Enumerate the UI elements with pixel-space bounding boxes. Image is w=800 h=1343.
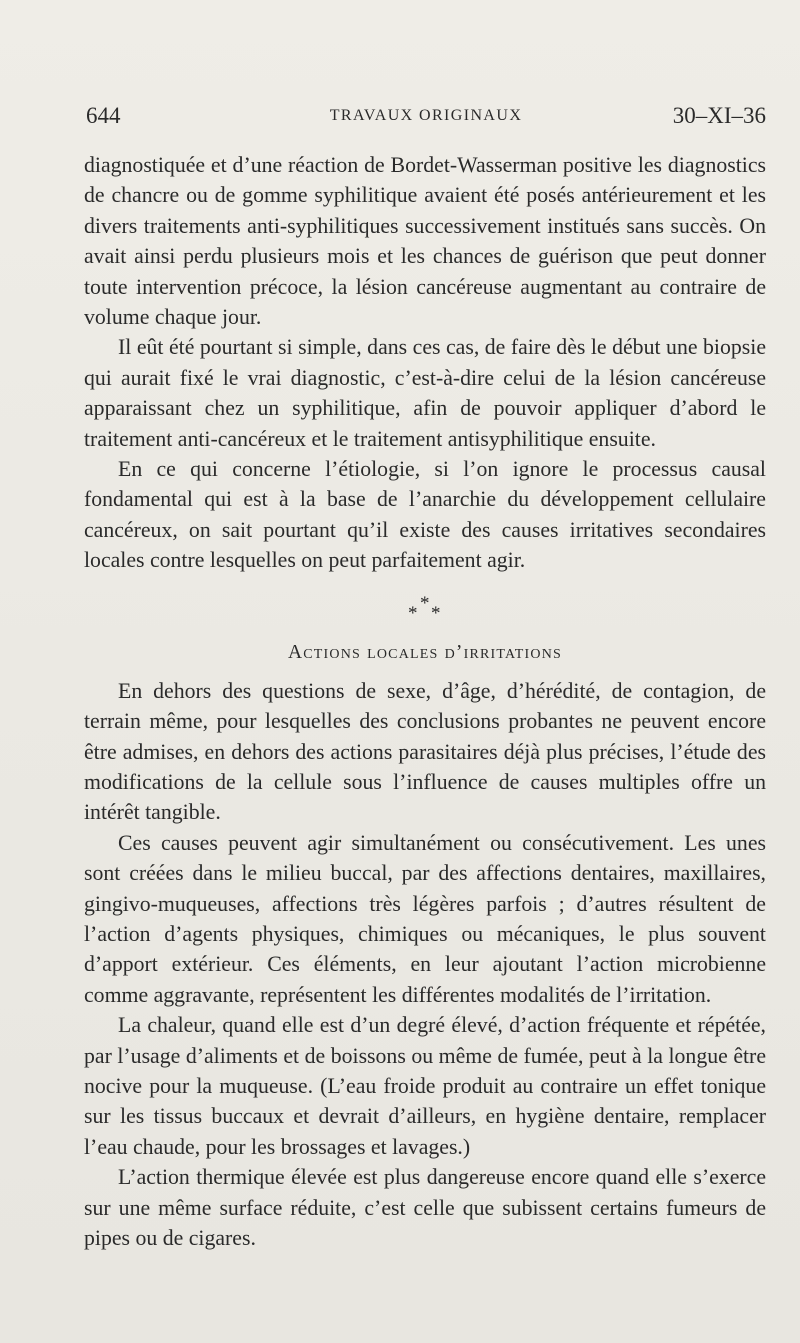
paragraph: En ce qui concerne l’étiologie, si l’on ignore le processus causal fondamental qui est à la base de l’anarchie du développement cellulaire cancéreux, on sait pourtant qu’il existe des causes irritatives secondaires locales contre lesquelles on peut parfaitement agir. [84, 457, 766, 573]
paragraph: diagnostiquée et d’une réaction de Bordet-Wasserman positive les diagnostics de chancre ou de gomme syphilitique avaient été posés antérieurement et les divers traitements anti-syphilitiques successivement institués sans succès. On avait ainsi perdu plusieurs mois et les chances de guérison que peut donner toute intervention précoce, la lésion cancéreuse augmentant au contraire de volume chaque jour. [84, 153, 766, 330]
asterism-star: * [420, 592, 430, 614]
running-title: TRAVAUX ORIGINAUX [329, 107, 523, 124]
running-header [86, 98, 766, 134]
paragraph: En dehors des questions de sexe, d’âge, d’hérédité, de contagion, de terrain même, pour lesquelles des conclusions probantes ne peuvent encore être admises, en dehors des actions parasitaires déjà plus précises, l’étude des modifications de la cellule sous l’influence de causes multiples offre un intérêt tangible. [84, 678, 766, 825]
paragraph: Il eût été pourtant si simple, dans ces cas, de faire dès le début une biopsie qui aurait fixé le vrai diagnostic, c’est-à-dire celui de la lésion cancéreuse apparaissant chez un syphilitique, afin de pouvoir appliquer d’abord le traitement anti-cancéreux et le traitement antisyphilitique ensuite. [84, 335, 766, 451]
section-heading-text: Actions locales d’irritations [287, 641, 562, 663]
asterism-separator [84, 584, 766, 638]
asterism-star: * [408, 602, 418, 624]
page-number: 644 [86, 103, 121, 128]
body-text [84, 150, 766, 1253]
issue-date: 30–XI–36 [672, 103, 766, 128]
paragraph: L’action thermique élevée est plus dangereuse encore quand elle s’exerce sur une même surface réduite, c’est celle que subissent certains fumeurs de pipes ou de cigares. [84, 1165, 766, 1250]
asterism-star: * [431, 602, 441, 624]
section-heading [84, 638, 766, 668]
paragraph: La chaleur, quand elle est d’un degré élevé, d’action fréquente et répétée, par l’usage d’aliments et de boissons ou même de fumée, peut à la longue être nocive pour la muqueuse. (L’eau froide produit au contraire un effet tonique sur les tissus buccaux et devrait d’ailleurs, en hygiène dentaire, remplacer l’eau chaude, pour les brossages et lavages.) [84, 1013, 766, 1159]
paragraph: Ces causes peuvent agir simultanément ou consécutivement. Les unes sont créées dans le milieu buccal, par des affections dentaires, maxillaires, gingivo-muqueuses, affections très légères parfois ; d’autres résultent de l’action d’agents physiques, chimiques ou mécaniques, le plus souvent d’apport extérieur. Ces éléments, en leur ajoutant l’action microbienne comme aggravante, représentent les différentes modalités de l’irritation. [84, 830, 766, 1007]
